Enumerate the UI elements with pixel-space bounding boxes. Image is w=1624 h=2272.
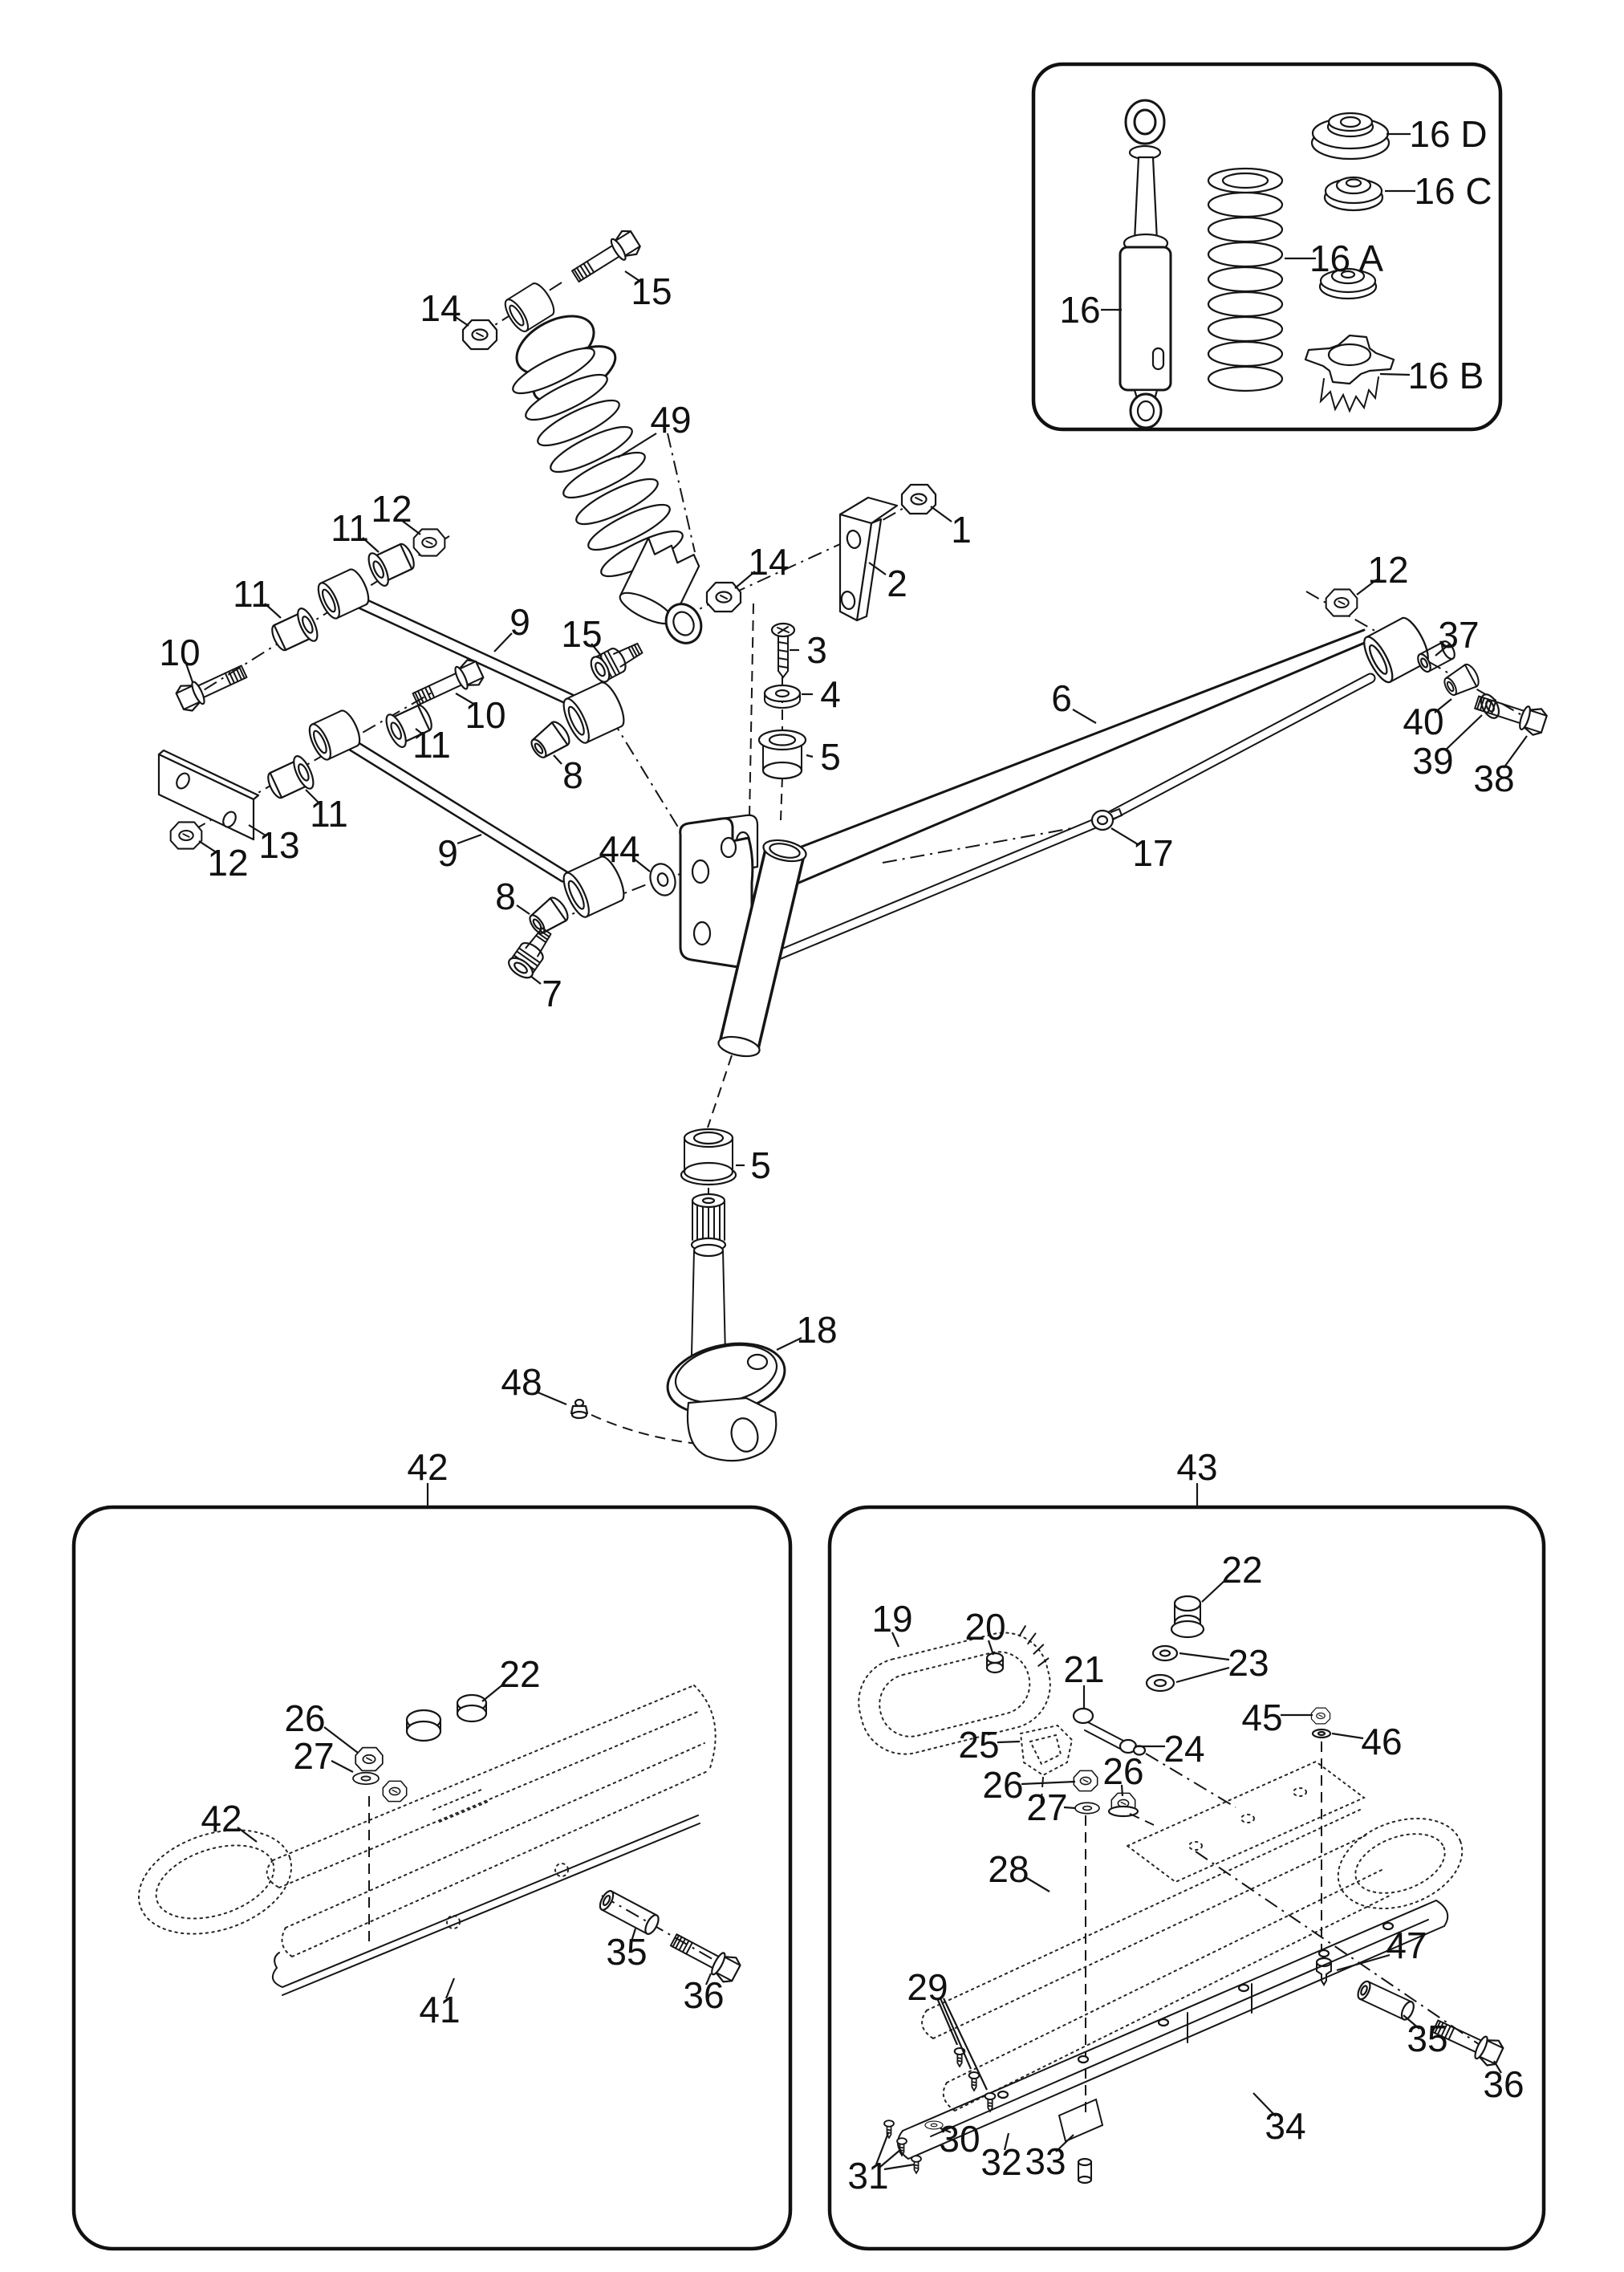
part-label-32: 32: [980, 2141, 1022, 2183]
handle-stud-20: [987, 1653, 1003, 1673]
washers-23: [1147, 1646, 1177, 1691]
part-label-16C: 16 C: [1414, 170, 1492, 212]
nut-26: [1074, 1770, 1097, 1790]
leader-line-26Ra: [1021, 1782, 1075, 1784]
part-label-11d: 11: [310, 793, 348, 835]
part-label-28: 28: [988, 1848, 1029, 1890]
part-label-30: 30: [939, 2118, 980, 2160]
part-label-25: 25: [958, 1724, 1000, 1766]
leader-line-7: [530, 976, 541, 984]
leader-line-31: [884, 2164, 915, 2169]
bracket-cluster: [759, 485, 936, 778]
part-label-11a: 11: [331, 507, 369, 549]
part-label-34: 34: [1265, 2105, 1306, 2147]
part-label-27R: 27: [1026, 1786, 1068, 1828]
nut-12: [171, 822, 202, 848]
main-suspension-view: [159, 227, 1549, 1461]
part-label-14b: 14: [748, 541, 790, 583]
part-label-6: 6: [1051, 677, 1072, 719]
part-label-46: 46: [1361, 1721, 1403, 1762]
part-label-21: 21: [1063, 1648, 1105, 1690]
leader-line-8b: [517, 905, 530, 914]
flanged-nut-26: [1109, 1793, 1138, 1816]
part-label-3: 3: [806, 629, 827, 671]
part-label-37: 37: [1438, 614, 1480, 656]
part-label-42i: 42: [201, 1798, 242, 1839]
washer-44: [647, 860, 680, 898]
part-label-13: 13: [258, 824, 300, 866]
part-label-12a: 12: [371, 488, 412, 530]
part-label-42t: 42: [407, 1446, 449, 1488]
rubber-stoppers-22-left: [407, 1695, 486, 1741]
part-label-5a: 5: [820, 736, 841, 778]
nut-12: [1326, 589, 1358, 616]
part-label-36L: 36: [683, 1974, 725, 2016]
part-label-35R: 35: [1407, 2018, 1448, 2059]
grease-fitting-48: [571, 1400, 587, 1418]
leader-line-6: [1073, 709, 1096, 723]
stopper-22-right: [1171, 1596, 1204, 1637]
spring-cap-16C: [1325, 177, 1382, 210]
leader-line-27L: [331, 1761, 353, 1772]
part-label-22L: 22: [499, 1653, 541, 1695]
leader-line-9b: [457, 835, 481, 843]
part-label-36R: 36: [1483, 2063, 1525, 2105]
nut-26: [355, 1748, 383, 1771]
spacer-35-left: [598, 1889, 661, 1937]
part-label-12b: 12: [207, 842, 249, 884]
leader-line-23: [1176, 1668, 1229, 1682]
projection-spindle-bushing: [708, 1055, 732, 1128]
part-label-40: 40: [1403, 701, 1444, 742]
part-label-26Ra: 26: [982, 1764, 1024, 1806]
ski-box-left: [74, 1507, 790, 2249]
washer-4: [765, 685, 800, 708]
part-label-1: 1: [951, 509, 972, 551]
part-label-12c: 12: [1367, 549, 1409, 591]
ski-box-right: [830, 1507, 1544, 2249]
nut-1: [902, 485, 936, 514]
part-label-16B: 16 B: [1407, 355, 1484, 396]
part-label-9a: 9: [510, 601, 530, 643]
leader-line-23: [1179, 1653, 1229, 1660]
link-21-24: [1074, 1709, 1236, 1807]
part-label-43t: 43: [1176, 1446, 1218, 1488]
leader-line-47: [1337, 1955, 1390, 1970]
part-label-2: 2: [887, 563, 907, 604]
screws-29: [955, 2048, 996, 2111]
part-label-9b: 9: [437, 832, 458, 874]
part-label-7: 7: [542, 973, 562, 1014]
shock-spring-coils: [508, 340, 688, 584]
part-label-41: 41: [419, 1989, 461, 2030]
bushing-40: [1441, 662, 1482, 699]
part-label-35L: 35: [606, 1931, 648, 1973]
part-label-31: 31: [847, 2155, 889, 2197]
leader-line-1: [931, 506, 952, 522]
leader-line-16B: [1380, 374, 1410, 375]
part-label-16: 16: [1059, 289, 1101, 331]
runner-assembly-34: [898, 1900, 1447, 2159]
leader-line-5a: [806, 755, 813, 757]
part-label-38: 38: [1473, 758, 1515, 799]
upper-arm-front-eye: [315, 567, 373, 621]
part-label-49: 49: [650, 399, 692, 441]
part-label-33: 33: [1025, 2140, 1066, 2182]
part-label-4: 4: [820, 673, 841, 715]
projection-bracket: [749, 604, 753, 819]
part-label-15a: 15: [631, 270, 672, 312]
leader-line-8a: [554, 755, 562, 764]
spring-cap-16D: [1312, 113, 1389, 159]
coil-spring-16A: [1208, 169, 1282, 391]
part-label-10a: 10: [159, 632, 201, 673]
bushing-5-lower: [681, 1129, 736, 1185]
part-label-48: 48: [501, 1361, 542, 1403]
part-label-11b: 11: [233, 573, 271, 615]
washer-27: [353, 1773, 379, 1784]
part-label-17: 17: [1132, 832, 1174, 874]
part-label-14a: 14: [420, 287, 461, 329]
part-label-26L: 26: [284, 1697, 326, 1739]
part-label-16D: 16 D: [1409, 113, 1488, 155]
part-label-39: 39: [1412, 740, 1454, 782]
flanged-nut: [383, 1781, 406, 1801]
part-label-8b: 8: [495, 876, 516, 917]
part-label-15b: 15: [561, 613, 603, 655]
part-label-8a: 8: [562, 754, 583, 796]
part-label-20: 20: [964, 1606, 1006, 1648]
part-label-23: 23: [1228, 1642, 1269, 1684]
part-label-44: 44: [599, 828, 640, 870]
part-label-29: 29: [907, 1966, 948, 2008]
part-label-10b: 10: [465, 694, 506, 736]
part-label-11c: 11: [412, 724, 451, 766]
part-label-47: 47: [1386, 1924, 1427, 1966]
part-label-27L: 27: [293, 1735, 335, 1777]
spindle-housing: [680, 815, 808, 1059]
axis-upper-arm-rear: [611, 718, 684, 836]
leader-line-29: [944, 1998, 987, 2090]
spacer-35-right: [1355, 1980, 1415, 2022]
anchor-plate-13: [159, 750, 258, 839]
left-box-border: [74, 1507, 790, 2249]
nut-45: [1311, 1708, 1330, 1724]
part-label-26Rb: 26: [1102, 1750, 1144, 1792]
spindle-shaft-18: [661, 1194, 791, 1461]
part-label-45: 45: [1241, 1697, 1283, 1738]
upper-arm-rear-eye: [559, 679, 629, 746]
part-label-18: 18: [796, 1309, 838, 1351]
projection-26: [1130, 1814, 1154, 1825]
bushing-5-upper: [759, 730, 806, 778]
part-label-22R: 22: [1221, 1549, 1263, 1591]
washer-27: [1075, 1803, 1099, 1814]
shock-absorber-16: [1120, 100, 1171, 428]
leader-line-46: [1332, 1733, 1363, 1738]
part-label-5b: 5: [750, 1144, 771, 1186]
part-label-19: 19: [871, 1598, 913, 1640]
part-label-24: 24: [1163, 1728, 1205, 1770]
screws-31: [884, 2120, 921, 2173]
part-label-16A: 16 A: [1309, 238, 1384, 279]
shock-assembly-49: [463, 227, 741, 649]
washer-46: [1313, 1729, 1330, 1738]
